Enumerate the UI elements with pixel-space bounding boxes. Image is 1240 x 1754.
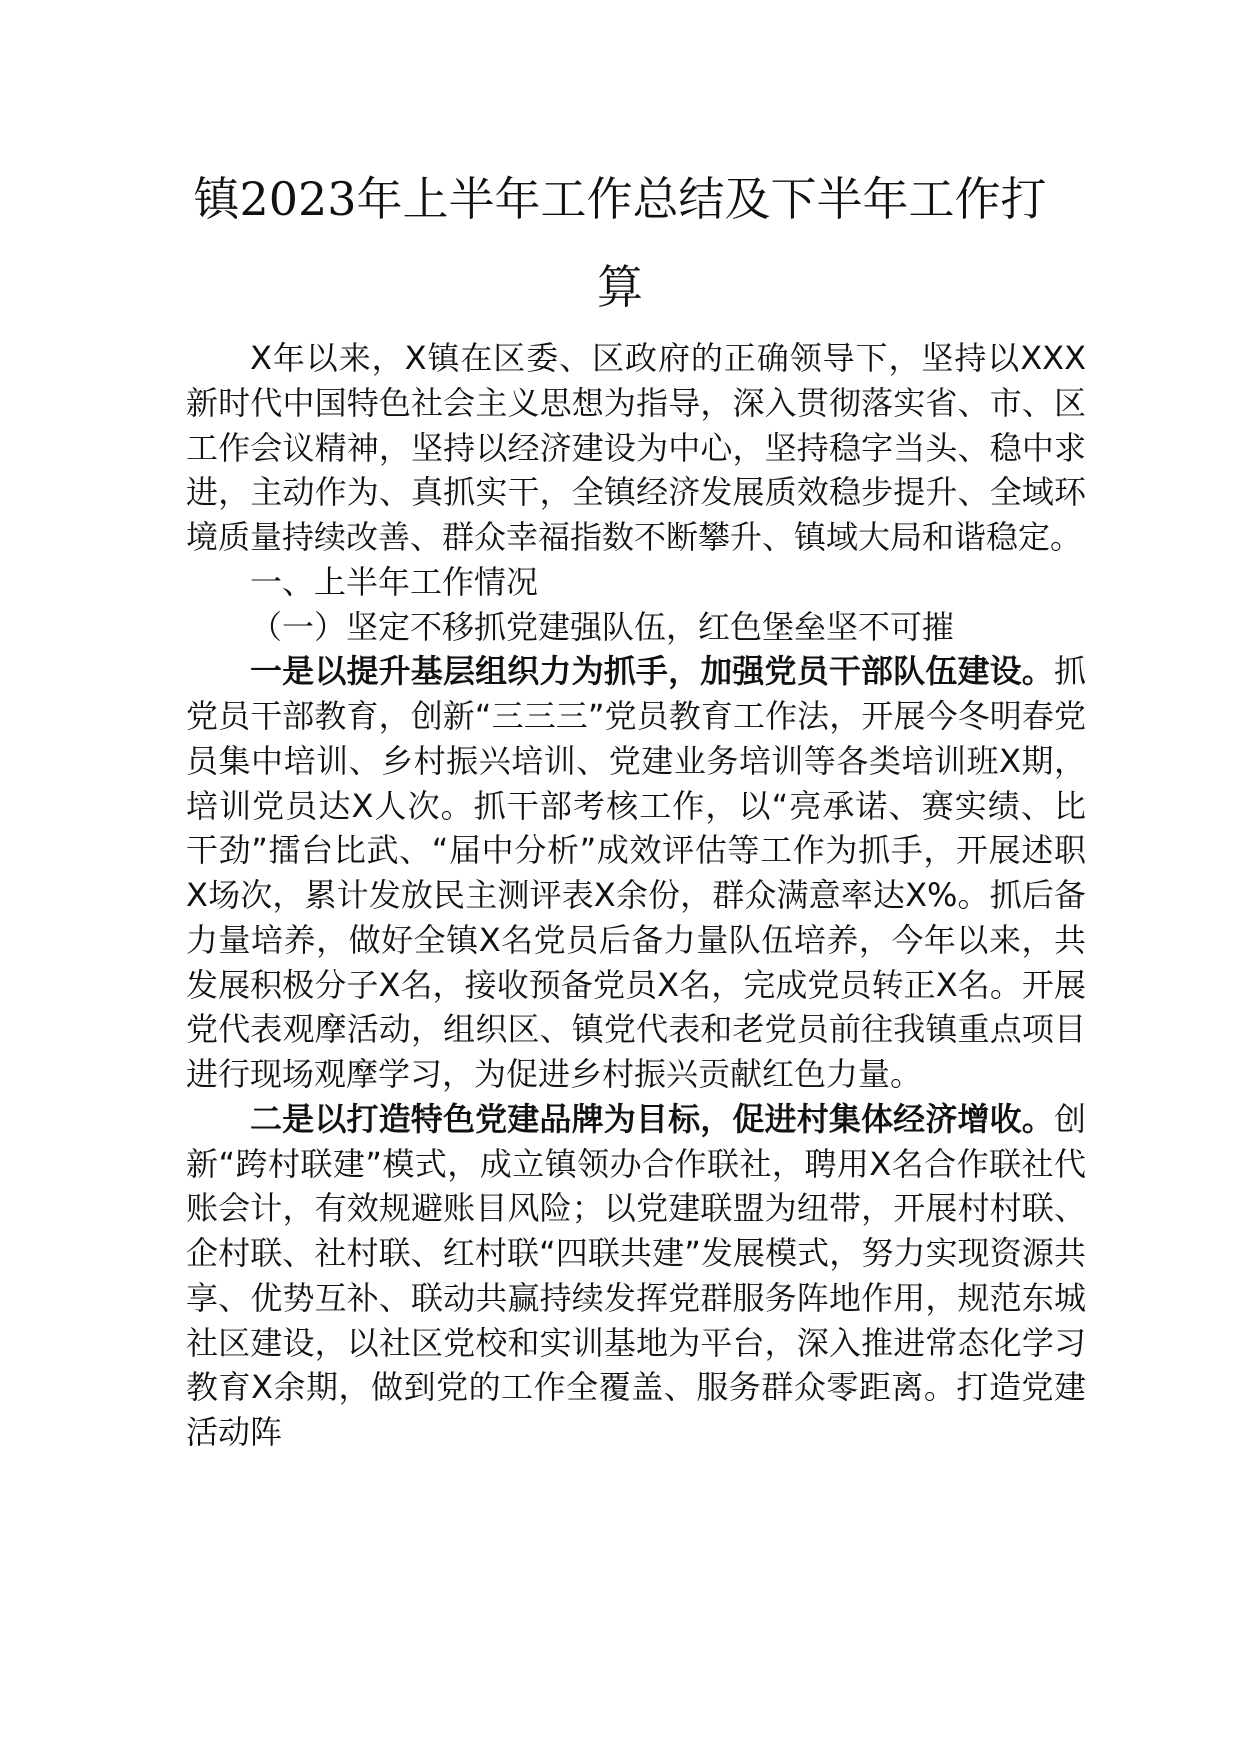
subsection-heading: （一）坚定不移抓党建强队伍，红色堡垒坚不可摧 [250, 607, 955, 646]
item-2-lead: 二是以打造特色党建品牌为目标，促进村集体经济增收。 [250, 1099, 1054, 1138]
item-1-text: 抓党员干部教育，创新“三三三”党员教育工作法，开展今冬明春党员集中培训、乡村振兴培训、党建业务培训等各类培训班X期，培训党员达X人次。抓干部考核工作，以“亮承诺、赛实绩、比干劲”擂台比武、“届中分析”成效评估等工作为抓手，开展述职X场次，累计发放民主测评表X余份，群众满意率达X%。抓后备力量培养，做好全镇X名党员后备力量队伍培养，今年以来，共发展积极分子X名，接收预备党员X名，完成党员转正X名。开展党代表观摩活动，组织区、镇党代表和老党员前往我镇重点项目进行现场观摩学习，为促进乡村振兴贡献红色力量。 [186, 652, 1086, 1093]
item-1-lead: 一是以提升基层组织力为抓手，加强党员干部队伍建设。 [250, 652, 1054, 691]
section-heading: 一、上半年工作情况 [250, 562, 539, 601]
document-body [186, 336, 1086, 1455]
document-title-line-2: 算 [597, 260, 643, 314]
document-title-line-1: 镇2023年上半年工作总结及下半年工作打 [193, 172, 1047, 226]
intro-paragraph: X年以来，X镇在区委、区政府的正确领导下，坚持以XXX新时代中国特色社会主义思想为指导，深入贯彻落实省、市、区工作会议精神，坚持以经济建设为中心，坚持稳字当头、稳中求进，主动作为、真抓实干，全镇经济发展质效稳步提升、全域环境质量持续改善、群众幸福指数不断攀升、镇域大局和谐稳定。 [186, 339, 1086, 556]
item-2-paragraph [186, 1097, 1086, 1455]
item-1-paragraph [186, 649, 1086, 1097]
item-2-text: 创新“跨村联建”模式，成立镇领办合作联社，聘用X名合作联社代账会计，有效规避账目风险；以党建联盟为纽带，开展村村联、企村联、社村联、红村联“四联共建”发展模式，努力实现资源共享、优势互补、联动共赢持续发挥党群服务阵地作用，规范东城社区建设，以社区党校和实训基地为平台，深入推进常态化学习教育X余期，做到党的工作全覆盖、服务群众零距离。打造党建活动阵 [186, 1099, 1086, 1451]
